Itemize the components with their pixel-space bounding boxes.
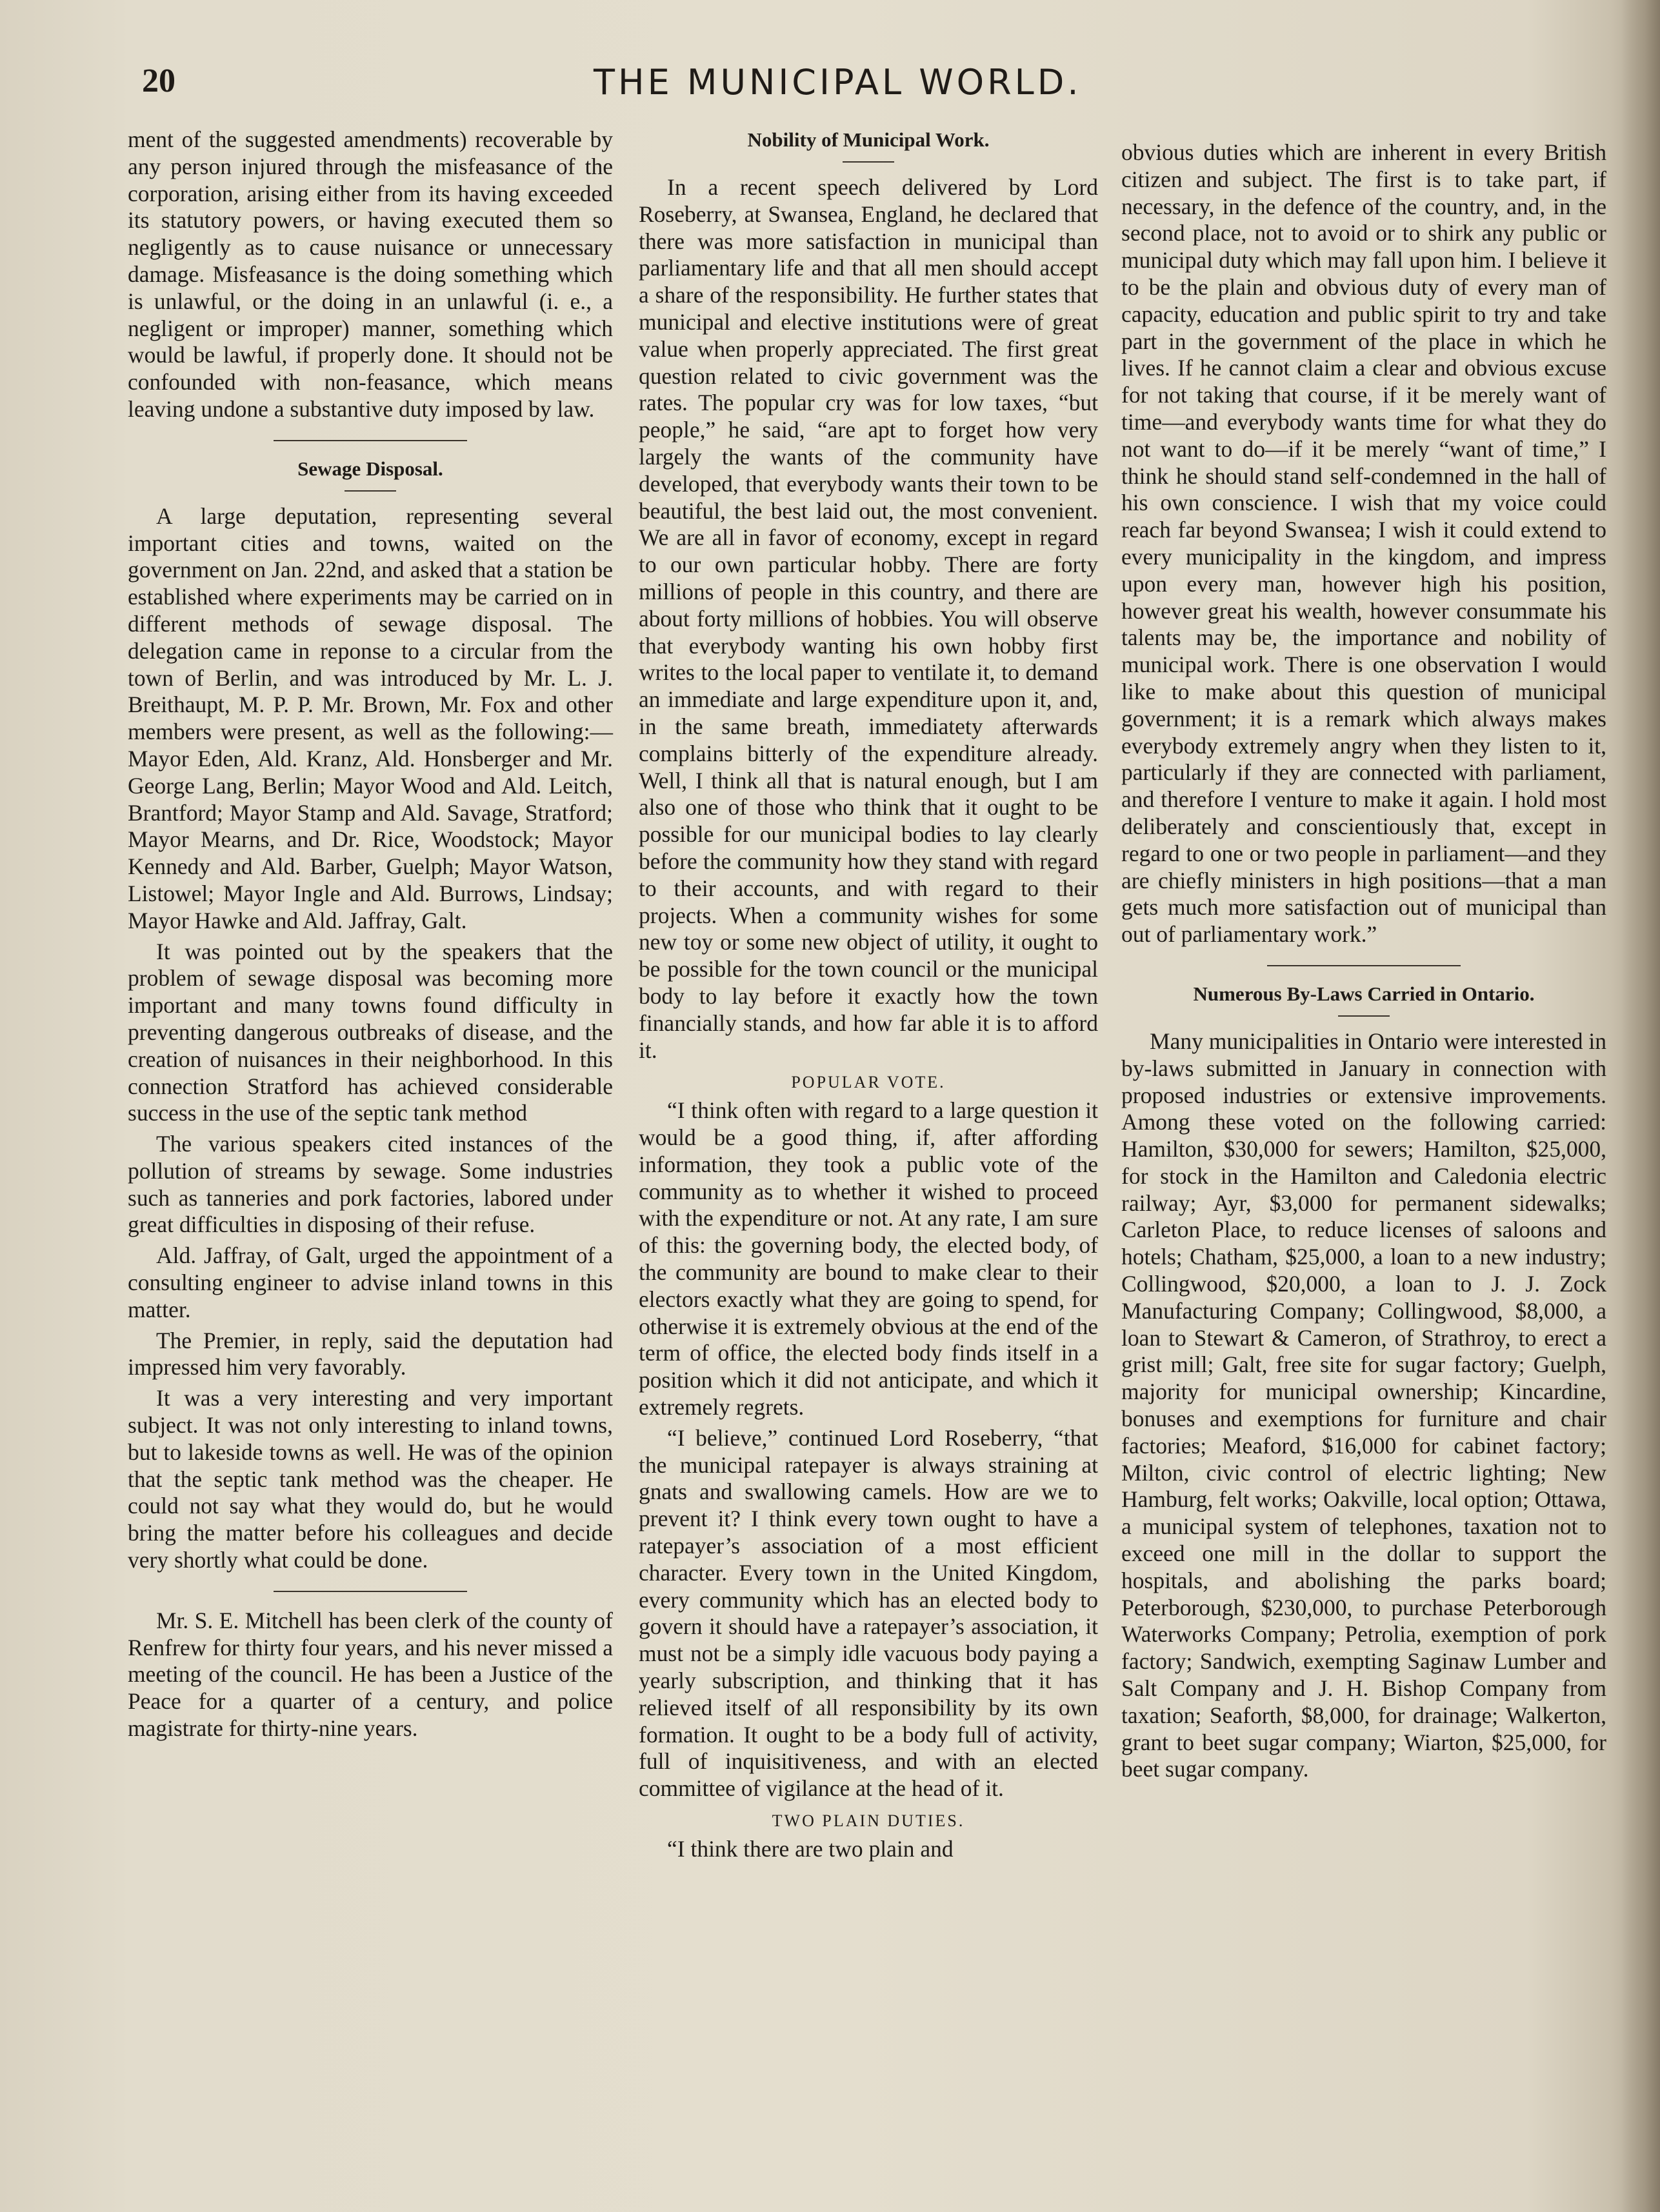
article-paragraph: A large deputation, representing several important cities and towns, waited on the government on Jan. 22nd, and asked that a station be established where experiments may be carried on in different methods of sewage disposal. The delegation came in reponse to a circular from the town of Berlin, and was introduced by Mr. L. J. Breithaupt, M. P. P. Mr. Brown, Mr. Fox and other members were present, as well as the following:—Mayor Eden, Ald. Kranz, Ald. Honsberger and Mr. George Lang, Berlin; Mayor Wood and Ald. Leitch, Brantford; Mayor Stamp and Ald. Savage, Stratford; Mayor Mearns, and Dr. Rice, Woodstock; Mayor Kennedy and Ald. Barber, Guelph; Mayor Watson, Listowel; Mayor Ingle and Ald. Burrows, Lindsay; Mayor Hawke and Ald. Jaffray, Galt. xyxy=(128,503,613,933)
page-header xyxy=(0,58,1660,116)
subheading-two-plain-duties: TWO PLAIN DUTIES. xyxy=(772,1811,965,1831)
article-paragraph: It was pointed out by the speakers that the problem of sewage disposal was becoming more important and many towns found difficulty in preventing dangerous outbreaks of disease, and the creation of nuisances in their neighborhood. In this connection Stratford has achieved considerable success in the use of the septic tank method xyxy=(128,938,613,1126)
article-paragraph: In a recent speech delivered by Lord Roseberry, at Swansea, England, he declared that there was more satisfaction in municipal than parliamentary life and that all men should accept a share of the responsibility. He further states that municipal and elective institutions were of great value when properly appreciated. The first great question related to civic government was the rates. The popular cry was for low taxes, “but people,” he said, “are apt to forget how very largely the wants of the community have developed, that everybody wants their town to be beautiful, the best laid out, the most convenient. We are all in favor of economy, except in regard to our own particular hobby. There are forty millions of people in this country, and there are about forty millions of hobbies. You will observe that everybody wanting his own hobby first writes to the local paper to ventilate it, to demand an immediate and large expenditure upon it, and, in the same breath, immediatety afterwards complains bitterly of the expenditure already. Well, I think all that is natural enough, but I am also one of those who think that it ought to be possible for our municipal bodies to lay clearly before the community how they stand with regard to their accounts, and with regard to their projects. When a community wishes for some new toy or some new object of utility, it ought to be possible for the town council or the municipal body to lay before it exactly how the town financially stands, and how far able it is to afford it. xyxy=(639,174,1098,1063)
page-edge-shadow xyxy=(1621,0,1660,2212)
article-paragraph: It was a very interesting and very important subject. It was not only interesting to inland towns, but to lakeside towns as well. He was of the opinion that the septic tank method was the cheaper. He could not say what they would do, but he would bring the matter before his colleagues and decide very shortly what could be done. xyxy=(128,1385,613,1573)
article-paragraph: “I believe,” continued Lord Roseberry, “that the municipal ratepayer is always straining at gnats and swallowing camels. How are we to prevent it? I think every town ought to have a ratepayer’s association of a most efficient character. Every town in the United Kingdom, every community which has an elected body to govern it should have a ratepayer’s association, it must not be a simply idle vacuous body paying a yearly subscription, and thinking that it has relieved itself of all responsibility by its own formation. It ought to be a body full of activity, full of inquisitiveness, and with an elected committee of vigilance at the head of it. xyxy=(639,1424,1098,1802)
subheading-popular-vote: POPULAR VOTE. xyxy=(791,1073,946,1092)
article-paragraph: The various speakers cited instances of the pollution of streams by sewage. Some industries such as tanneries and pork factories, labored under great difficulties in disposing of their refuse. xyxy=(128,1131,613,1238)
news-item-paragraph: Mr. S. E. Mitchell has been clerk of the county of Renfrew for thirty four years, and his never missed a meeting of the council. He has been a Justice of the Peace for a quarter of a century, and police magistrate for thirty-nine years. xyxy=(128,1607,613,1742)
article-heading-sewage: Sewage Disposal. xyxy=(297,457,443,480)
page-number: 20 xyxy=(142,63,175,99)
column-3 xyxy=(1121,139,1606,1783)
article-heading-bylaws: Numerous By-Laws Carried in Ontario. xyxy=(1193,982,1535,1005)
running-title: THE MUNICIPAL WORLD. xyxy=(594,62,1082,103)
heading-underline xyxy=(345,490,396,492)
heading-underline xyxy=(1338,1015,1390,1017)
article-heading-nobility: Nobility of Municipal Work. xyxy=(747,128,990,151)
section-divider xyxy=(274,1591,467,1592)
section-divider xyxy=(274,440,467,441)
continued-paragraph: ment of the suggested amendments) recoverable by any person injured through the misfeasance of the corporation, arising either from its having exceeded its statutory powers, or having executed them so negligently as to cause nuisance or unnecessary damage. Misfeasance is the doing something which is unlawful, or the doing in an unlawful (i. e., a negligent or improper) manner, something which would be lawful, if properly done. It should not be confounded with non-feasance, which means leaving undone a substantive duty imposed by law. xyxy=(128,126,613,422)
section-divider xyxy=(1267,965,1461,966)
article-paragraph: Ald. Jaffray, of Galt, urged the appointment of a consulting engineer to advise inland towns in this matter. xyxy=(128,1242,613,1322)
column-1 xyxy=(128,126,613,1742)
article-paragraph: Many municipalities in Ontario were interested in by-laws submitted in January in connection with proposed industries or extensive improvements. Among these voted on the following carried: Hamilton, $30,000 for sewers; Hamilton, $25,000, for stock in the Hamilton and Caledonia electric railway; Ayr, $3,000 for permanent sidewalks; Carleton Place, to reduce licenses of saloons and hotels; Chatham, $25,000, a loan to a new industry; Collingwood, $20,000, a loan to J. J. Zock Manufacturing Company; Collingwood, $8,000, a loan to Stewart & Cameron, of Strathroy, to erect a grist mill; Galt, free site for sugar factory; Guelph, majority for municipal ownership; Kincardine, bonuses and exemptions for furniture and chair factories; Meaford, $16,000 for cabinet factory; Milton, civic control of electric lighting; New Hamburg, felt works; Oakville, local option; Ottawa, a municipal system of telephones, taxation not to exceed one mill in the dollar to support the hospitals, and abolishing the parks board; Peterborough, $230,000, to purchase Peterborough Waterworks Company; Petrolia, exemption of pork factory; Sandwich, exempting Saginaw Lumber and Salt Company and J. H. Bishop Company from taxation; Seaforth, $8,000, for drainage; Walkerton, grant to beet sugar company; Wiarton, $25,000, for beet sugar company. xyxy=(1121,1028,1606,1782)
article-paragraph: “I think there are two plain and xyxy=(667,1836,954,1862)
column-2 xyxy=(639,128,1098,1863)
article-paragraph: “I think often with regard to a large question it would be a good thing, if, after affording information, they took a public vote of the community as to whether it wished to proceed with the expenditure or not. At any rate, I am sure of this: the governing body, the elected body, of the community are bound to make clear to their electors exactly what they are going to spend, for otherwise it is extremely obvious at the end of the term of office, the elected body finds itself in a position which it did not anticipate, and which it extremely regrets. xyxy=(639,1097,1098,1420)
article-paragraph: The Premier, in reply, said the deputation had impressed him very favorably. xyxy=(128,1327,613,1380)
continued-paragraph: obvious duties which are inherent in every British citizen and subject. The first is to take part, if necessary, in the defence of the country, and, in the second place, not to avoid or to shirk any public or municipal duty which may fall upon him. I believe it to be the plain and obvious duty of every man of capacity, education and public spirit to try and take part in the government of the place in which he lives. If he cannot claim a clear and obvious excuse for not taking that course, if it be merely want of time—and everybody wants time for what they do not want to do—if it be merely “want of time,” I think he should stand self-condemned in the hall of his own conscience. I wish that my voice could reach far beyond Swansea; I wish it could extend to every municipality in the kingdom, and impress upon every man, however high his position, however great his wealth, however consummate his talents may be, the importance and nobility of municipal work. There is one observation I would like to make about this question of municipal government; it is a remark which always makes everybody extremely angry when they listen to it, particularly if they are connected with parliament, and therefore I venture to make it again. I hold most deliberately and conscientiously that, except in regard to one or two people in parliament—and they are chiefly ministers in high positions—that a man gets much more satisfaction out of municipal than out of parliamentary work.” xyxy=(1121,139,1606,948)
heading-underline xyxy=(843,161,894,163)
